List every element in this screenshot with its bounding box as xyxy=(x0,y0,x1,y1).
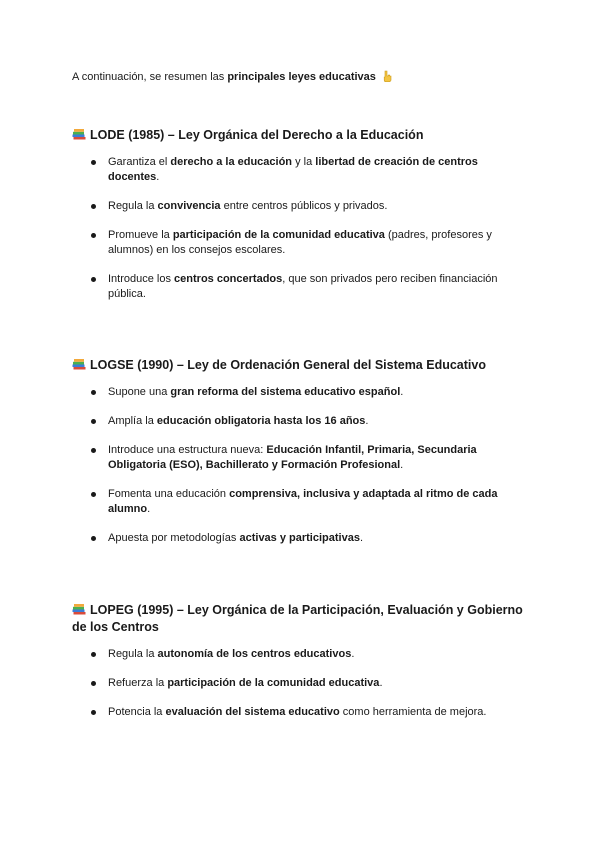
intro-bold: principales leyes educativas xyxy=(227,71,376,83)
bullet-icon xyxy=(91,419,96,424)
list-item xyxy=(72,272,532,302)
list-item xyxy=(72,705,532,720)
item-text: Introduce una estructura nueva: xyxy=(108,444,267,456)
bullet-icon xyxy=(91,233,96,238)
list-item xyxy=(72,199,532,214)
item-bold: participación de la comunidad educativa xyxy=(172,229,385,241)
intro-paragraph xyxy=(72,70,393,85)
section-heading xyxy=(72,357,532,374)
section-lode xyxy=(72,127,532,302)
item-text: , que son privados pero reciben financiación pública. xyxy=(108,273,498,300)
item-bold: autonomía de los centros educativos xyxy=(157,648,352,660)
bullet-icon xyxy=(91,204,96,209)
section-heading xyxy=(72,127,532,144)
item-text: Refuerza la xyxy=(108,677,168,689)
item-text: . xyxy=(156,171,160,183)
books-icon xyxy=(72,603,86,615)
bullet-icon xyxy=(91,448,96,453)
list-item xyxy=(72,531,532,546)
section-title: LODE (1985) – Ley Orgánica del Derecho a la Educación xyxy=(90,128,424,142)
item-bold: activas y participativas xyxy=(239,532,360,544)
bullet-icon xyxy=(91,160,96,165)
list-item xyxy=(72,414,532,429)
bullet-icon xyxy=(91,277,96,282)
bullet-list xyxy=(72,155,532,302)
section-title: LOPEG (1995) – Ley Orgánica de la Participación, Evaluación y Gobierno de los Centros xyxy=(72,603,523,634)
item-text: . xyxy=(351,648,355,660)
list-item xyxy=(72,647,532,662)
bullet-icon xyxy=(91,710,96,715)
item-text: Potencia la xyxy=(108,706,166,718)
item-text: . xyxy=(359,532,364,544)
item-text: Fomenta una educación xyxy=(108,488,230,500)
item-text: Introduce los xyxy=(108,273,175,285)
list-item xyxy=(72,155,532,185)
item-text: Regula la xyxy=(108,648,158,660)
section-heading xyxy=(72,602,532,636)
item-text: . xyxy=(365,415,369,427)
item-bold: convivencia xyxy=(157,200,221,212)
bullet-list xyxy=(72,385,532,546)
item-bold: centros concertados xyxy=(174,273,283,285)
bullet-icon xyxy=(91,681,96,686)
item-text: . xyxy=(400,459,404,471)
intro-text: A continuación, se resumen las xyxy=(72,71,228,83)
item-text: Promueve la xyxy=(108,229,173,241)
pointing-down-hand-icon xyxy=(381,70,393,82)
item-text: como herramienta de mejora. xyxy=(339,706,487,718)
item-bold: comprensiva, inclusiva y adaptada al ritmo de cada alumno xyxy=(108,488,498,515)
bullet-icon xyxy=(91,536,96,541)
item-text: Supone una xyxy=(108,386,171,398)
section-logse xyxy=(72,357,532,546)
item-text: . xyxy=(379,677,383,689)
item-text: y la xyxy=(292,156,316,168)
item-bold: Educación Infantil, Primaria, Secundaria Obligatoria (ESO), Bachillerato y Formación Profesional xyxy=(108,444,477,471)
item-bold: derecho a la educación xyxy=(170,156,293,168)
list-item xyxy=(72,228,532,258)
bullet-icon xyxy=(91,492,96,497)
books-icon xyxy=(72,128,86,140)
list-item xyxy=(72,676,532,691)
item-bold: educación obligatoria hasta los 16 años xyxy=(156,415,366,427)
list-item xyxy=(72,443,532,473)
item-text: (padres, profesores y alumnos) en los consejos escolares. xyxy=(108,229,492,256)
item-text: . xyxy=(400,386,404,398)
item-text: Amplía la xyxy=(108,415,157,427)
item-bold: gran reforma del sistema educativo español xyxy=(170,386,401,398)
item-text: Garantiza el xyxy=(108,156,171,168)
list-item xyxy=(72,487,532,517)
item-text: Apuesta por metodologías xyxy=(108,532,240,544)
item-bold: evaluación del sistema educativo xyxy=(165,706,340,718)
item-bold: libertad de creación de centros docentes xyxy=(108,156,478,183)
item-text: . xyxy=(147,503,151,515)
item-text: entre centros públicos y privados. xyxy=(220,200,388,212)
bullet-icon xyxy=(91,390,96,395)
bullet-icon xyxy=(91,652,96,657)
item-text: Regula la xyxy=(108,200,158,212)
item-bold: participación de la comunidad educativa xyxy=(167,677,380,689)
list-item xyxy=(72,385,532,400)
section-lopeg xyxy=(72,602,532,720)
bullet-list xyxy=(72,647,532,720)
books-icon xyxy=(72,358,86,370)
section-title: LOGSE (1990) – Ley de Ordenación General del Sistema Educativo xyxy=(90,358,486,372)
